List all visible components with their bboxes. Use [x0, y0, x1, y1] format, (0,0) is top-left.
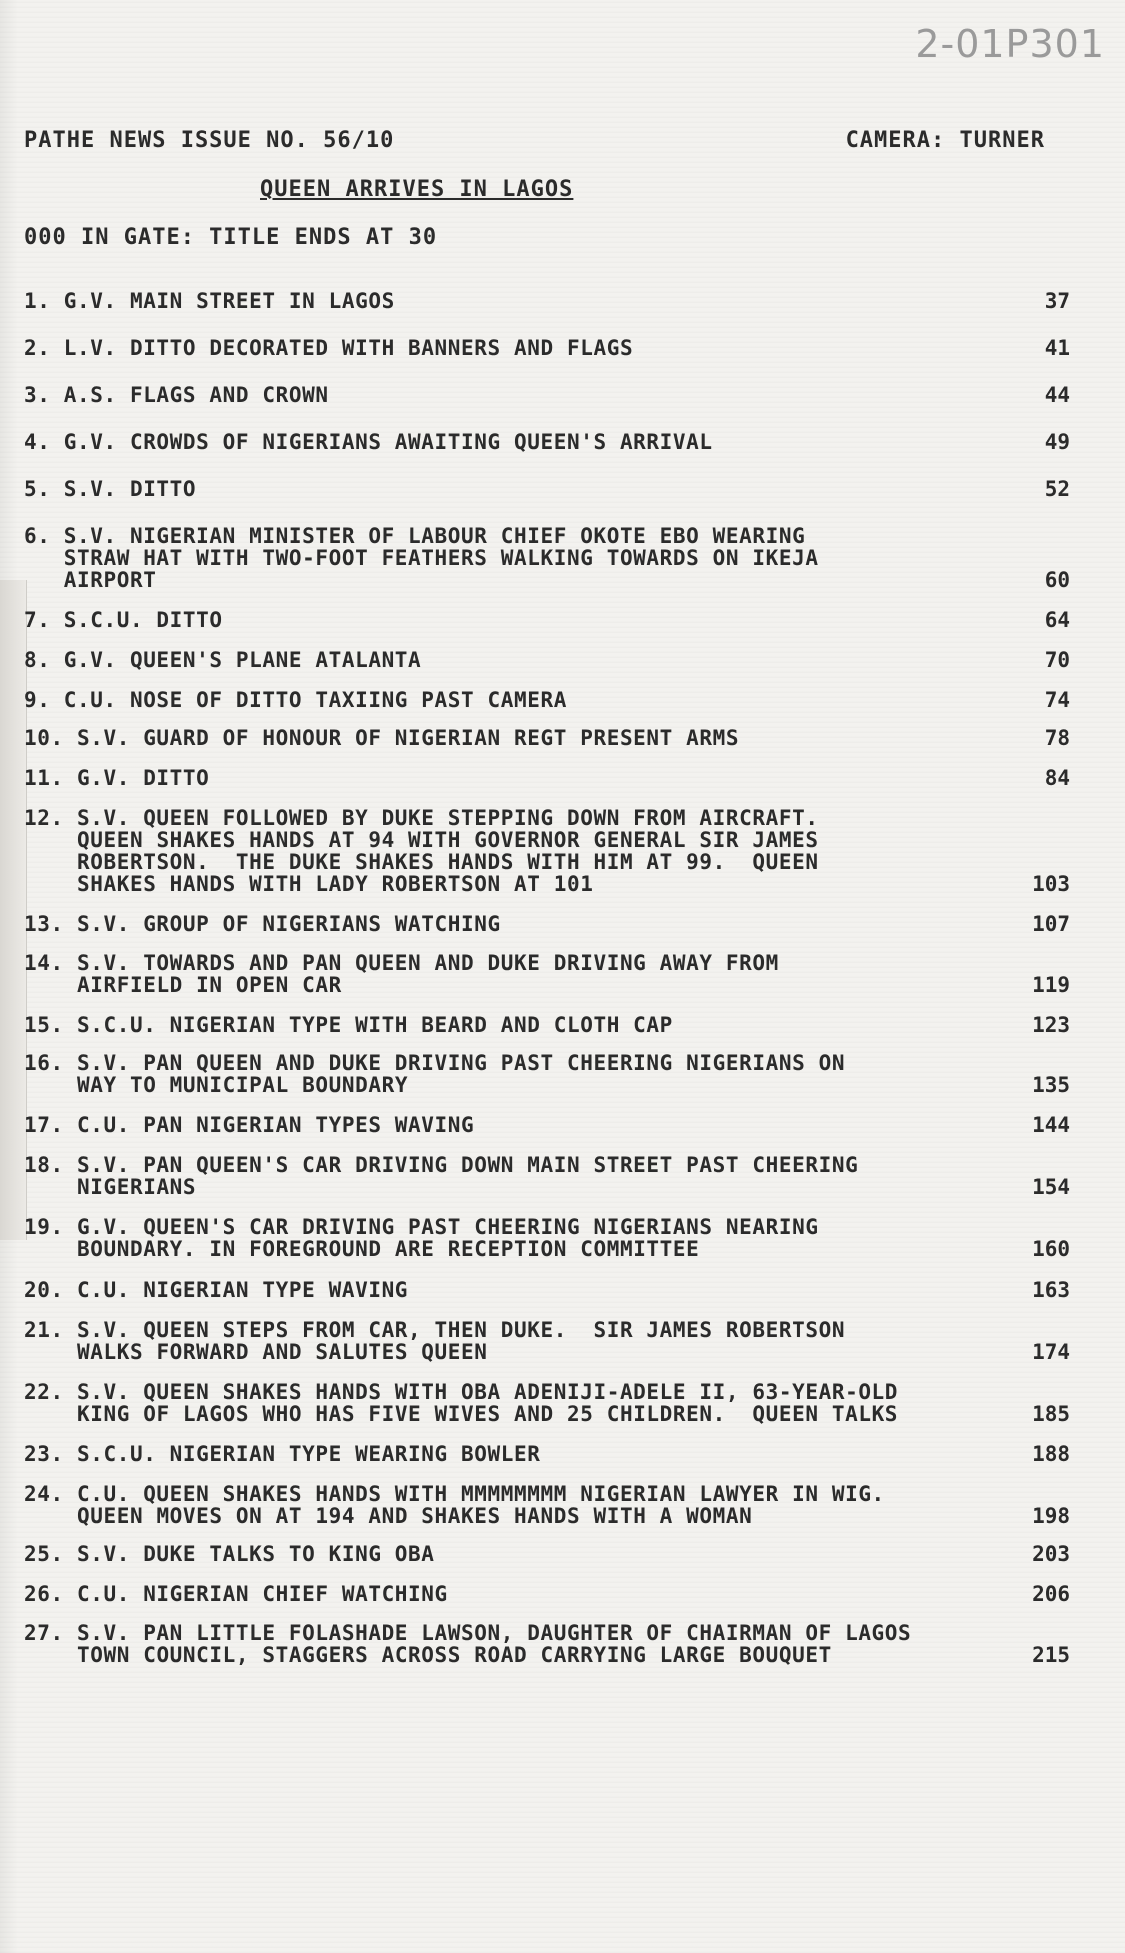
story-title: QUEEN ARRIVES IN LAGOS — [260, 177, 574, 202]
shot-row — [24, 911, 1084, 935]
shot-description: 5. S.V. DITTO — [24, 477, 197, 501]
shot-footage: 41 — [1044, 336, 1070, 360]
shot-row — [24, 1541, 1084, 1565]
shot-description: 8. G.V. QUEEN'S PLANE ATALANTA — [24, 648, 422, 672]
shot-description: 17. C.U. PAN NIGERIAN TYPES WAVING — [24, 1113, 475, 1137]
shot-row — [24, 725, 1084, 749]
shot-description: 10. S.V. GUARD OF HONOUR OF NIGERIAN REGT PRESENT ARMS — [24, 726, 740, 750]
shot-row — [24, 1317, 1084, 1363]
shot-footage: 154 — [1032, 1175, 1070, 1199]
shot-row — [24, 476, 1084, 500]
shot-description: 11. G.V. DITTO — [24, 766, 210, 790]
shot-row — [24, 1581, 1084, 1605]
shot-row — [24, 382, 1084, 406]
shot-row — [24, 523, 1084, 591]
shot-description: 7. S.C.U. DITTO — [24, 608, 223, 632]
shot-description: 21. S.V. QUEEN STEPS FROM CAR, THEN DUKE. SIR JAMES ROBERTSON WALKS FORWARD AND SALUTES QUEEN — [24, 1318, 846, 1364]
shot-footage: 215 — [1032, 1643, 1070, 1667]
shot-footage: 198 — [1032, 1504, 1070, 1528]
shot-footage: 44 — [1044, 383, 1070, 407]
shot-row — [24, 1379, 1084, 1425]
shot-footage: 174 — [1032, 1340, 1070, 1364]
shot-footage: 160 — [1032, 1237, 1070, 1261]
shot-footage: 203 — [1032, 1542, 1070, 1566]
shot-row — [24, 1152, 1084, 1198]
shot-description: 13. S.V. GROUP OF NIGERIANS WATCHING — [24, 912, 501, 936]
shot-footage: 52 — [1044, 477, 1070, 501]
shot-row — [24, 687, 1084, 711]
shot-row — [24, 1620, 1084, 1666]
shot-footage: 74 — [1044, 688, 1070, 712]
shot-footage: 64 — [1044, 608, 1070, 632]
shot-description: 22. S.V. QUEEN SHAKES HANDS WITH OBA ADENIJI-ADELE II, 63-YEAR-OLD KING OF LAGOS WHO HAS FIVE WIVES AND 25 CHILDREN. QUEEN TALKS — [24, 1380, 899, 1426]
shot-footage: 206 — [1032, 1582, 1070, 1606]
shot-description: 3. A.S. FLAGS AND CROWN — [24, 383, 329, 407]
shot-footage: 144 — [1032, 1113, 1070, 1137]
shot-row — [24, 647, 1084, 671]
shot-description: 25. S.V. DUKE TALKS TO KING OBA — [24, 1542, 435, 1566]
shot-footage: 188 — [1032, 1442, 1070, 1466]
shot-row — [24, 805, 1084, 895]
shot-footage: 163 — [1032, 1278, 1070, 1302]
shot-footage: 78 — [1044, 726, 1070, 750]
shot-footage: 37 — [1044, 289, 1070, 313]
shot-list — [24, 272, 1084, 1666]
issue-number: PATHE NEWS ISSUE NO. 56/10 — [24, 128, 395, 153]
shot-row — [24, 950, 1084, 996]
shot-row — [24, 1112, 1084, 1136]
shot-footage: 119 — [1032, 973, 1070, 997]
shot-description: 26. C.U. NIGERIAN CHIEF WATCHING — [24, 1582, 448, 1606]
shot-row — [24, 1214, 1084, 1260]
shot-description: 9. C.U. NOSE OF DITTO TAXIING PAST CAMERA — [24, 688, 567, 712]
shot-description: 6. S.V. NIGERIAN MINISTER OF LABOUR CHIEF OKOTE EBO WEARING STRAW HAT WITH TWO-FOOT FEATHERS WALKING TOWARDS ON IKEJA AIRPORT — [24, 524, 819, 592]
shot-description: 20. C.U. NIGERIAN TYPE WAVING — [24, 1278, 409, 1302]
header-line — [24, 128, 1045, 153]
shot-footage: 70 — [1044, 648, 1070, 672]
shot-row — [24, 1277, 1084, 1301]
shot-description: 15. S.C.U. NIGERIAN TYPE WITH BEARD AND CLOTH CAP — [24, 1013, 673, 1037]
handwritten-doc-number: 2-01P301 — [915, 22, 1105, 66]
shot-description: 1. G.V. MAIN STREET IN LAGOS — [24, 289, 395, 313]
shot-row — [24, 429, 1084, 453]
shot-footage: 84 — [1044, 766, 1070, 790]
paper-edge-shadow — [0, 580, 27, 1240]
shot-footage: 60 — [1044, 568, 1070, 592]
shot-description: 14. S.V. TOWARDS AND PAN QUEEN AND DUKE DRIVING AWAY FROM AIRFIELD IN OPEN CAR — [24, 951, 779, 997]
shot-row — [24, 1441, 1084, 1465]
shot-footage: 49 — [1044, 430, 1070, 454]
shot-description: 19. G.V. QUEEN'S CAR DRIVING PAST CHEERING NIGERIANS NEARING BOUNDARY. IN FOREGROUND ARE RECEPTION COMMITTEE — [24, 1215, 819, 1261]
shot-row — [24, 1012, 1084, 1036]
shot-footage: 103 — [1032, 872, 1070, 896]
shot-footage: 135 — [1032, 1073, 1070, 1097]
shot-description: 4. G.V. CROWDS OF NIGERIANS AWAITING QUEEN'S ARRIVAL — [24, 430, 713, 454]
shot-row — [24, 765, 1084, 789]
shot-footage: 123 — [1032, 1013, 1070, 1037]
shot-footage: 185 — [1032, 1402, 1070, 1426]
shot-description: 27. S.V. PAN LITTLE FOLASHADE LAWSON, DAUGHTER OF CHAIRMAN OF LAGOS TOWN COUNCIL, STAGGERS ACROSS ROAD CARRYING LARGE BOUQUET — [24, 1621, 912, 1667]
shot-row — [24, 1481, 1084, 1527]
shot-description: 12. S.V. QUEEN FOLLOWED BY DUKE STEPPING DOWN FROM AIRCRAFT. QUEEN SHAKES HANDS AT 94 WITH GOVERNOR GENERAL SIR JAMES ROBERTSON. THE DUKE SHAKES HANDS WITH HIM AT 99. QUEEN SHAKES HANDS WITH LADY ROBERTSON AT 101 — [24, 806, 819, 896]
in-gate-note: 000 IN GATE: TITLE ENDS AT 30 — [24, 225, 438, 250]
shot-row — [24, 288, 1084, 312]
shot-footage: 107 — [1032, 912, 1070, 936]
shot-description: 18. S.V. PAN QUEEN'S CAR DRIVING DOWN MAIN STREET PAST CHEERING NIGERIANS — [24, 1153, 859, 1199]
shot-description: 23. S.C.U. NIGERIAN TYPE WEARING BOWLER — [24, 1442, 541, 1466]
shot-row — [24, 1050, 1084, 1096]
shot-description: 16. S.V. PAN QUEEN AND DUKE DRIVING PAST CHEERING NIGERIANS ON WAY TO MUNICIPAL BOUNDARY — [24, 1051, 846, 1097]
shot-row — [24, 607, 1084, 631]
shot-row — [24, 335, 1084, 359]
camera-credit: CAMERA: TURNER — [845, 128, 1045, 153]
shot-description: 24. C.U. QUEEN SHAKES HANDS WITH MMMMMMMM NIGERIAN LAWYER IN WIG. QUEEN MOVES ON AT 194 AND SHAKES HANDS WITH A WOMAN — [24, 1482, 885, 1528]
shot-description: 2. L.V. DITTO DECORATED WITH BANNERS AND FLAGS — [24, 336, 634, 360]
